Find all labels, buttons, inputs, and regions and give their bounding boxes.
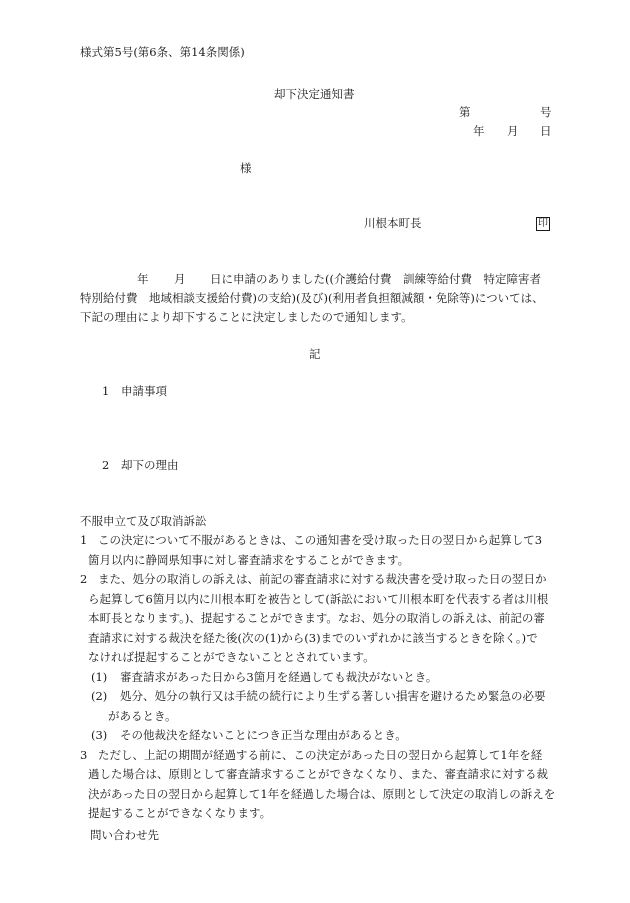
notice-2-line-1: また、処分の取消しの訴えは、前記の審査請求に対する裁決書を受け取った日の翌日か <box>98 572 547 586</box>
form-number: 様式第5号(第6条、第14条関係) <box>80 45 245 59</box>
ki-heading: 記 <box>309 347 321 361</box>
addressee-suffix: 様 <box>240 161 252 175</box>
notice-3-line-2: 過した場合は、原則として審査請求することができなくなり、また、審査請求に対する裁 <box>88 767 548 781</box>
sub-3-text: その他裁決を経ないことにつき正当な理由があるとき。 <box>120 728 407 742</box>
notice-1-line-1: この決定について不服があるときは、この通知書を受け取った日の翌日から起算して3 <box>98 533 543 547</box>
item-1-number: 1 <box>102 384 110 398</box>
contact-label: 問い合わせ先 <box>90 828 159 842</box>
notice-item-3 <box>80 746 560 824</box>
number-label-left: 第 <box>459 105 471 119</box>
sub-2-number: (2) <box>91 689 108 703</box>
date-day-label: 日 <box>540 124 552 138</box>
body-line-3: 下記の理由により却下することに決定しましたので通知します。 <box>80 310 413 324</box>
notice-2-line-2: ら起算して6箇月以内に川根本町を被告として(訴訟において川根本町を代表する者は川根 <box>88 591 549 606</box>
notice-heading: 不服申立て及び取消訴訟 <box>80 514 207 528</box>
sub-1-text: 審査請求があった日から3箇月を経過しても裁決がないとき。 <box>120 669 438 684</box>
item-2-label: 却下の理由 <box>121 458 179 472</box>
date-month-label: 月 <box>507 124 519 138</box>
sub-2-line-1: 処分、処分の執行又は手続の続行により生ずる著しい損害を避けるため緊急の必要 <box>120 689 546 703</box>
notice-3-number: 3 <box>80 747 88 762</box>
notice-3-line-1: ただし、上記の期間が経過する前に、この決定があった日の翌日から起算して1年を経 <box>98 747 543 762</box>
notice-3-line-3: 決があった日の翌日から起算して1年を経過した場合は、原則として決定の取消しの訴えを <box>88 786 556 801</box>
notice-2-number: 2 <box>80 572 88 586</box>
body-line-2: 特別給付費 地域相談支援給付費)の支給)(及び)(利用者負担額減額・免除等)については、 <box>80 291 544 305</box>
notice-item-1 <box>80 531 560 570</box>
item-1-label: 申請事項 <box>121 384 167 398</box>
body-paragraph <box>80 270 560 327</box>
body-month-label: 月 <box>174 272 186 286</box>
notice-1-line-2: 箇月以内に静岡県知事に対し審査請求をすることができます。 <box>88 552 410 567</box>
notice-1-number: 1 <box>80 533 88 547</box>
body-line-1 <box>80 270 560 289</box>
sub-2-line-2: があるとき。 <box>108 708 177 723</box>
notice-item-2 <box>80 570 560 668</box>
sub-1-number: (1) <box>91 669 108 684</box>
seal-mark: 印 <box>538 218 548 229</box>
notice-sub-item-3 <box>80 726 560 746</box>
date-year-label: 年 <box>473 124 485 138</box>
document-title: 却下決定通知書 <box>274 87 355 101</box>
notice-2-line-4: 査請求に対する裁決を経た後(次の(1)から(3)までのいずれかに該当するときを除く。)で <box>88 630 538 645</box>
issuer-name: 川根本町長 <box>364 216 422 230</box>
item-2-number: 2 <box>102 458 110 472</box>
number-label-right: 号 <box>540 105 552 119</box>
notice-list <box>80 531 560 824</box>
notice-3-line-4: 提起することができなくなります。 <box>88 806 272 820</box>
notice-2-line-3: 本町長となります。)、提起することができます。なお、処分の取消しの訴えは、前記の審 <box>88 611 545 625</box>
notice-sub-item-1 <box>80 668 560 688</box>
body-line-1-text: 日に申請のありました((介護給付費 訓練等給付費 特定障害者 <box>210 272 541 286</box>
body-year-label: 年 <box>137 272 149 286</box>
notice-sub-item-2 <box>80 687 560 726</box>
sub-3-number: (3) <box>91 728 108 742</box>
notice-2-line-5: なければ提起することができないこととされています。 <box>88 650 375 664</box>
